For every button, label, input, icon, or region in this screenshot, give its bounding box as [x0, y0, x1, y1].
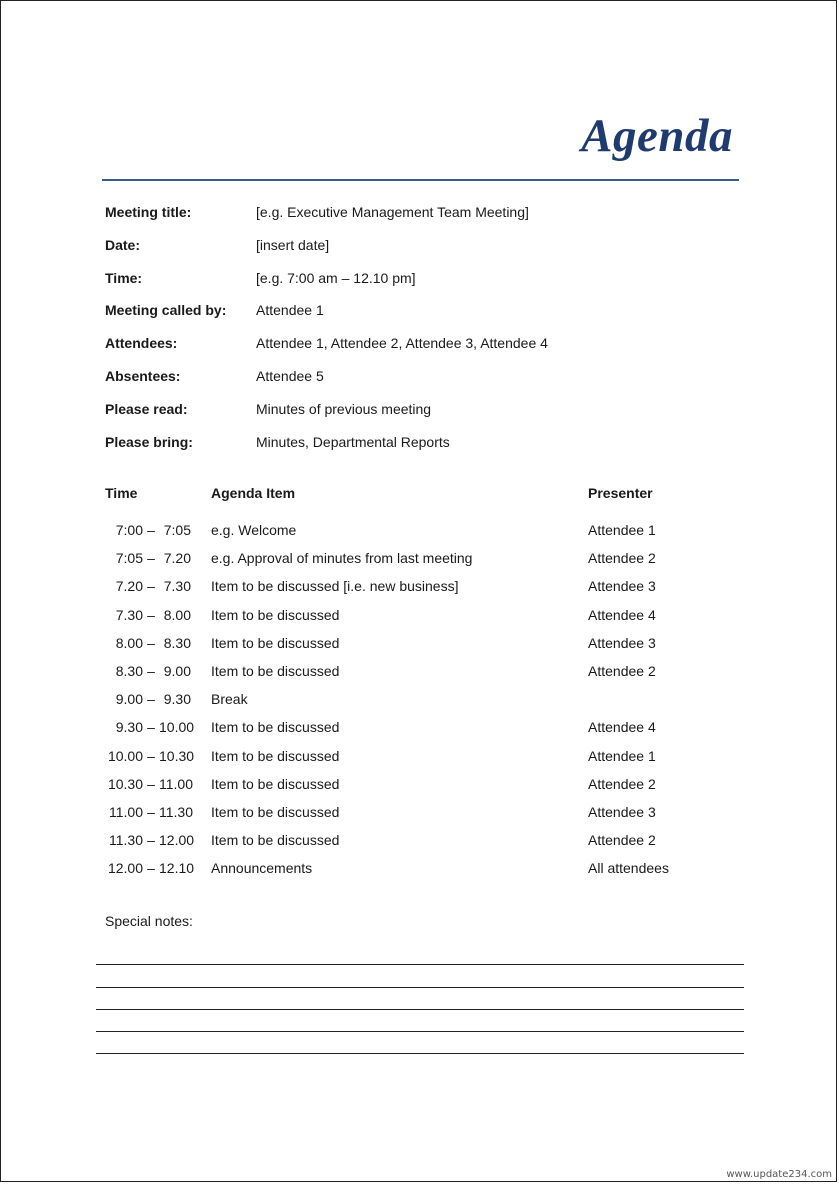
row-agenda-item: e.g. Welcome [211, 522, 297, 538]
row-presenter: Attendee 3 [588, 634, 656, 651]
header-presenter: Presenter [588, 485, 653, 501]
row-agenda-item: Item to be discussed [211, 606, 340, 623]
agenda-table [105, 485, 745, 888]
special-notes-label: Special notes: [105, 913, 193, 929]
meta-row-please-read [105, 401, 745, 434]
time-end: 11.00 [159, 775, 193, 792]
time-end: 8.30 [163, 634, 191, 651]
note-line [96, 1031, 744, 1032]
row-agenda-item: e.g. Approval of minutes from last meeting [211, 550, 473, 567]
time-end: 10.30 [159, 747, 195, 764]
time-end: 11.30 [159, 803, 193, 820]
meta-row-please-bring [105, 434, 745, 467]
time-separator: – [147, 634, 155, 651]
row-time [105, 522, 211, 538]
agenda-rows [105, 522, 745, 888]
title-divider [102, 179, 739, 181]
table-row [105, 607, 745, 635]
meta-value: [insert date] [256, 236, 330, 253]
table-row [105, 691, 745, 719]
meta-row-attendees [105, 335, 745, 368]
row-time [105, 719, 211, 735]
table-row [105, 804, 745, 832]
time-end: 12.00 [159, 832, 195, 849]
meeting-details [105, 204, 745, 466]
row-time [105, 776, 211, 792]
meta-label: Date: [105, 236, 141, 253]
row-presenter: Attendee 2 [588, 775, 656, 792]
time-start: 9.30 [115, 719, 143, 736]
time-end: 12.10 [159, 860, 195, 877]
row-time [105, 832, 211, 848]
time-start: 11.30 [109, 832, 143, 849]
row-presenter: Attendee 3 [588, 803, 656, 820]
time-separator: – [147, 775, 155, 792]
meta-label: Meeting title: [105, 204, 192, 220]
row-agenda-item: Item to be discussed [211, 719, 340, 736]
row-agenda-item: Item to be discussed [211, 747, 340, 764]
row-time [105, 691, 211, 707]
meta-label: Absentees: [105, 367, 181, 384]
table-row [105, 550, 745, 578]
row-agenda-item: Item to be discussed [211, 803, 340, 820]
table-row [105, 578, 745, 606]
time-start: 8.30 [115, 662, 143, 679]
meta-row-meeting-title [105, 204, 745, 237]
meta-value: Minutes, Departmental Reports [256, 433, 450, 450]
time-end: 8.00 [163, 606, 191, 623]
time-separator: – [147, 550, 155, 567]
header-time: Time [105, 485, 138, 501]
note-line [96, 987, 744, 988]
table-row [105, 860, 745, 888]
table-row [105, 522, 745, 550]
agenda-header-row [105, 485, 745, 522]
time-separator: – [147, 803, 155, 820]
row-presenter: Attendee 2 [588, 662, 656, 679]
meta-row-date [105, 237, 745, 270]
row-presenter: All attendees [588, 860, 669, 877]
meta-row-absentees [105, 368, 745, 401]
row-time [105, 607, 211, 623]
table-row [105, 719, 745, 747]
time-separator: – [147, 606, 155, 623]
row-presenter: Attendee 3 [588, 578, 656, 595]
row-time [105, 748, 211, 764]
time-end: 10.00 [159, 719, 195, 736]
table-row [105, 748, 745, 776]
time-start: 7.30 [115, 606, 143, 623]
row-presenter: Attendee 2 [588, 832, 656, 849]
time-separator: – [147, 522, 155, 538]
row-time [105, 663, 211, 679]
row-presenter: Attendee 4 [588, 719, 656, 736]
table-row [105, 663, 745, 691]
meta-label: Please read: [105, 400, 188, 417]
time-separator: – [147, 719, 155, 736]
row-time [105, 635, 211, 651]
row-agenda-item: Item to be discussed [211, 634, 340, 651]
time-start: 10.30 [107, 775, 143, 792]
time-end: 9.30 [163, 691, 191, 708]
row-agenda-item: Item to be discussed [211, 832, 340, 849]
time-start: 7:00 [115, 522, 143, 538]
time-end: 9.00 [163, 662, 191, 679]
table-row [105, 832, 745, 860]
row-presenter: Attendee 1 [588, 747, 656, 764]
table-row [105, 635, 745, 663]
time-separator: – [147, 691, 155, 708]
note-line [96, 1009, 744, 1010]
meta-value: Attendee 5 [256, 367, 324, 384]
note-line [96, 964, 744, 965]
header-agenda-item: Agenda Item [211, 485, 296, 501]
meta-row-called-by [105, 302, 745, 335]
meta-label: Attendees: [105, 335, 178, 352]
row-agenda-item: Announcements [211, 860, 313, 877]
meta-value: Attendee 1 [256, 302, 324, 319]
meta-row-time [105, 270, 745, 303]
meta-label: Please bring: [105, 433, 193, 450]
row-time [105, 804, 211, 820]
row-agenda-item: Item to be discussed [211, 775, 340, 792]
time-start: 7:05 [115, 550, 143, 567]
row-presenter: Attendee 4 [588, 606, 656, 623]
meta-value: [e.g. 7:00 am – 12.10 pm] [256, 269, 416, 286]
time-start: 12.00 [107, 860, 143, 877]
time-start: 11.00 [109, 803, 143, 820]
watermark-text: www.update234.com [726, 1169, 832, 1180]
meta-value: Attendee 1, Attendee 2, Attendee 3, Attendee 4 [256, 335, 548, 352]
time-end: 7:05 [163, 522, 191, 538]
meta-value: Minutes of previous meeting [256, 400, 432, 417]
row-presenter: Attendee 1 [588, 522, 656, 538]
meta-label: Meeting called by: [105, 302, 227, 319]
table-row [105, 776, 745, 804]
row-time [105, 860, 211, 876]
time-separator: – [147, 747, 155, 764]
row-agenda-item: Item to be discussed [211, 662, 340, 679]
note-line [96, 1053, 744, 1054]
time-separator: – [147, 662, 155, 679]
time-start: 9.00 [115, 691, 143, 708]
meta-value: [e.g. Executive Management Team Meeting] [256, 204, 529, 220]
time-separator: – [147, 860, 155, 877]
time-start: 7.20 [115, 578, 143, 595]
time-separator: – [147, 832, 155, 849]
time-end: 7.20 [163, 550, 191, 567]
time-separator: – [147, 578, 155, 595]
time-start: 8.00 [115, 634, 143, 651]
row-presenter: Attendee 2 [588, 550, 656, 567]
page-title: Agenda [581, 110, 733, 162]
time-end: 7.30 [163, 578, 191, 595]
time-start: 10.00 [107, 747, 143, 764]
meta-label: Time: [105, 269, 143, 286]
row-agenda-item: Item to be discussed [i.e. new business] [211, 578, 459, 595]
row-time [105, 578, 211, 594]
row-time [105, 550, 211, 566]
row-agenda-item: Break [211, 691, 248, 708]
